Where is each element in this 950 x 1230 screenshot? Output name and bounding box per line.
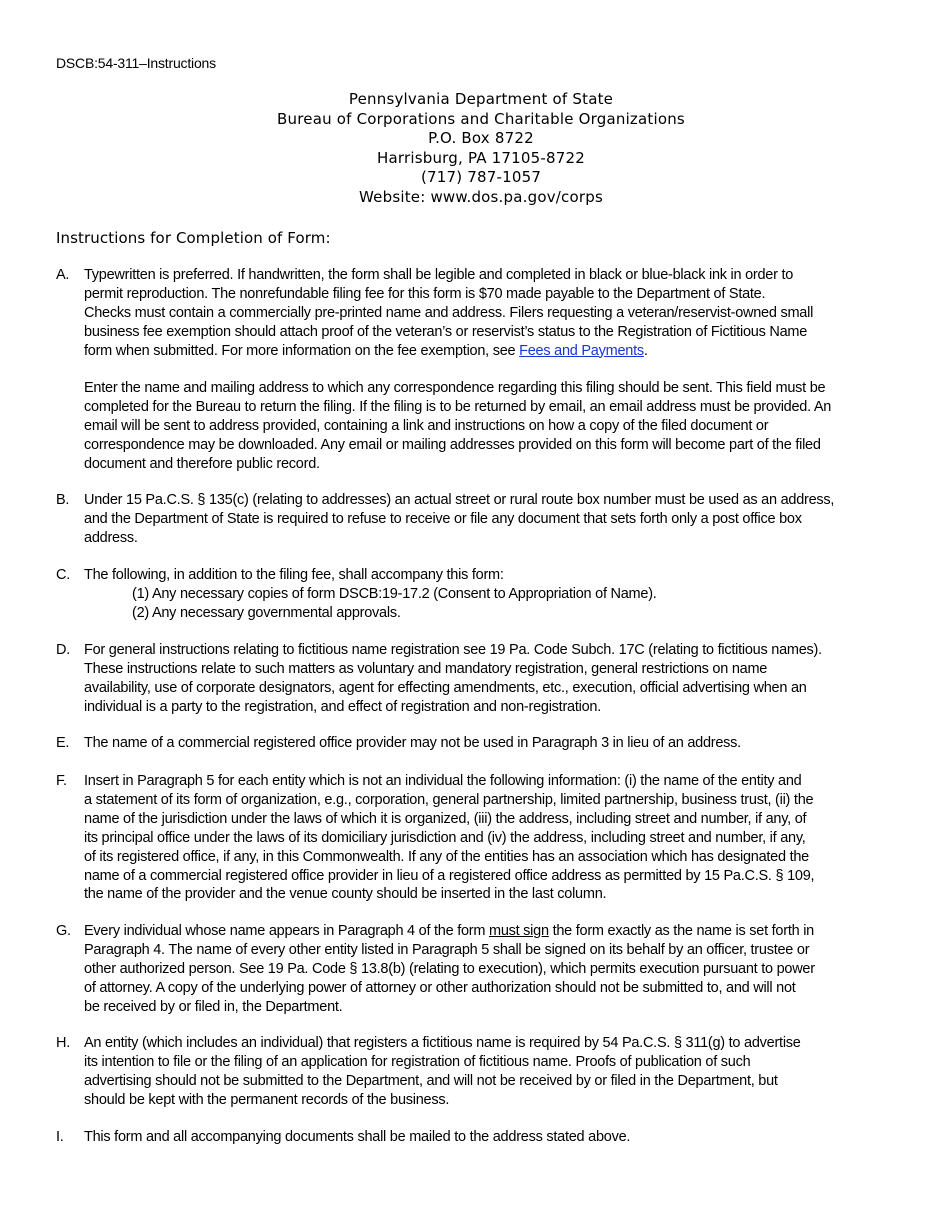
item-line: be received by or filed in, the Department. bbox=[84, 998, 343, 1015]
instruction-item-i bbox=[56, 1128, 896, 1147]
item-line-text: . bbox=[643, 342, 648, 359]
item-line: Checks must contain a commercially pre-printed name and address. Filers requesting a veteran/reservist-owned small bbox=[84, 304, 814, 321]
attachment-item: (1) Any necessary copies of form DSCB:19-17.2 (Consent to Appropriation of Name). bbox=[132, 585, 657, 602]
item-line: should be kept with the permanent records of the business. bbox=[84, 1091, 450, 1108]
instruction-item-g bbox=[56, 922, 896, 1017]
item-line: Paragraph 4. The name of every other entity listed in Paragraph 5 shall be signed on its behalf by an officer, trustee or bbox=[84, 941, 810, 958]
item-line: other authorized person. See 19 Pa. Code § 13.8(b) (relating to execution), which permits execution pursuant to power bbox=[84, 960, 815, 977]
header-city: Harrisburg, PA 17105-8722 bbox=[377, 148, 585, 167]
item-letter: A. bbox=[56, 267, 70, 283]
must-sign-emphasis: must sign bbox=[488, 923, 549, 939]
instruction-item-a bbox=[56, 266, 896, 474]
item-letter: B. bbox=[56, 492, 70, 508]
item-line: of attorney. A copy of the underlying power of attorney or other authorization should not be submitted to, and will not bbox=[84, 979, 796, 996]
item-line: of its registered office, if any, in this Commonwealth. If any of the entities has an association which has designated the bbox=[84, 848, 809, 865]
instruction-item-h bbox=[56, 1034, 896, 1110]
item-line: name of the jurisdiction under the laws of which it is organized, (iii) the address, including street and number, if any, of bbox=[84, 810, 807, 827]
item-line: availability, use of corporate designators, agent for effecting amendments, etc., execution, official advertising when an bbox=[84, 679, 807, 696]
header-bureau: Bureau of Corporations and Charitable Organizations bbox=[277, 109, 685, 128]
item-line: business fee exemption should attach proof of the veteran’s or reservist’s status to the Registration of Fictitious Name bbox=[84, 323, 808, 340]
header-department: Pennsylvania Department of State bbox=[348, 90, 614, 108]
item-line: These instructions relate to such matters as voluntary and mandatory registration, general restrictions on name bbox=[84, 660, 768, 677]
agency-header bbox=[6, 90, 950, 208]
item-line: advertising should not be submitted to the Department, and will not be received by or filed in the Department, but bbox=[84, 1072, 778, 1089]
item-line: a statement of its form of organization, e.g., corporation, general partnership, limited partnership, business trust, (ii) the bbox=[84, 791, 814, 808]
item-a-paragraph-2 bbox=[84, 379, 896, 474]
item-line: completed for the Bureau to return the filing. If the filing is to be returned by email, an email address must be provided. An bbox=[84, 399, 832, 416]
item-line: For general instructions relating to fictitious name registration see 19 Pa. Code Subch. 17C (relating to fictitious names). bbox=[84, 642, 822, 658]
instruction-item-e bbox=[56, 734, 896, 753]
item-line: document and therefore public record. bbox=[84, 456, 320, 473]
item-line: its intention to file or the filing of an application for registration of fictitious name. Proofs of publication of such bbox=[84, 1053, 751, 1070]
instruction-item-c bbox=[56, 566, 896, 623]
item-line: An entity (which includes an individual) that registers a fictitious name is required by 54 Pa.C.S. § 311(g) to advertise bbox=[84, 1035, 801, 1051]
item-line: correspondence may be downloaded. Any email or mailing addresses provided on this form will become part of the filed bbox=[84, 437, 821, 454]
item-line: name of a commercial registered office provider in lieu of a registered office address as permitted by 15 Pa.C.S. § 109, bbox=[84, 867, 815, 884]
header-website: Website: www.dos.pa.gov/corps bbox=[359, 187, 603, 206]
instruction-item-f bbox=[56, 772, 896, 904]
fees-and-payments-link[interactable]: Fees and Payments bbox=[519, 342, 644, 359]
item-letter: F. bbox=[56, 773, 67, 789]
item-letter: H. bbox=[56, 1035, 70, 1051]
instructions-title: Instructions for Completion of Form: bbox=[56, 229, 331, 247]
item-letter: D. bbox=[56, 642, 70, 658]
item-line: permit reproduction. The nonrefundable filing fee for this form is $70 made payable to the Department of State. bbox=[84, 285, 766, 302]
item-line: and the Department of State is required to refuse to receive or file any document that sets forth only a post office box bbox=[84, 510, 802, 527]
item-letter: G. bbox=[56, 923, 71, 939]
item-letter: E. bbox=[56, 735, 70, 751]
item-line-text: the form exactly as the name is set forth in bbox=[548, 923, 814, 939]
item-a-paragraph-1 bbox=[84, 266, 896, 361]
header-po-box: P.O. Box 8722 bbox=[428, 129, 534, 148]
attachment-item: (2) Any necessary governmental approvals. bbox=[132, 604, 401, 621]
item-line bbox=[84, 922, 896, 941]
item-line: Typewritten is preferred. If handwritten, the form shall be legible and completed in black or blue-black ink in order to bbox=[84, 267, 794, 283]
item-line-text: form when submitted. For more information on the fee exemption, see bbox=[84, 342, 520, 359]
item-line: This form and all accompanying documents shall be mailed to the address stated above. bbox=[84, 1129, 631, 1145]
item-line: its principal office under the laws of its domiciliary jurisdiction and (iv) the address, including street and number, if any, bbox=[84, 829, 806, 846]
item-line: the name of the provider and the venue county should be inserted in the last column. bbox=[84, 886, 607, 903]
item-line: Under 15 Pa.C.S. § 135(c) (relating to addresses) an actual street or rural route box number must be used as an address, bbox=[84, 492, 835, 508]
item-line: The following, in addition to the filing fee, shall accompany this form: bbox=[84, 567, 504, 583]
item-line-text: Every individual whose name appears in Paragraph 4 of the form bbox=[84, 923, 489, 939]
item-letter: C. bbox=[56, 567, 70, 583]
item-line: address. bbox=[84, 529, 138, 546]
instruction-item-d bbox=[56, 641, 896, 717]
item-line: individual is a party to the registration, and effect of registration and non-registration. bbox=[84, 698, 602, 715]
item-line: The name of a commercial registered office provider may not be used in Paragraph 3 in lieu of an address. bbox=[84, 735, 741, 751]
form-id: DSCB:54-311–Instructions bbox=[56, 55, 216, 71]
item-line: Enter the name and mailing address to which any correspondence regarding this filing should be sent. This field must be bbox=[84, 380, 826, 397]
item-line: email will be sent to address provided, containing a link and instructions on how a copy of the filed document or bbox=[84, 418, 769, 435]
item-line bbox=[84, 342, 896, 361]
header-phone: (717) 787-1057 bbox=[420, 168, 542, 187]
item-line: Insert in Paragraph 5 for each entity which is not an individual the following information: (i) the name of the entity and bbox=[84, 773, 802, 789]
instruction-item-b bbox=[56, 491, 896, 548]
item-letter: I. bbox=[56, 1129, 64, 1145]
